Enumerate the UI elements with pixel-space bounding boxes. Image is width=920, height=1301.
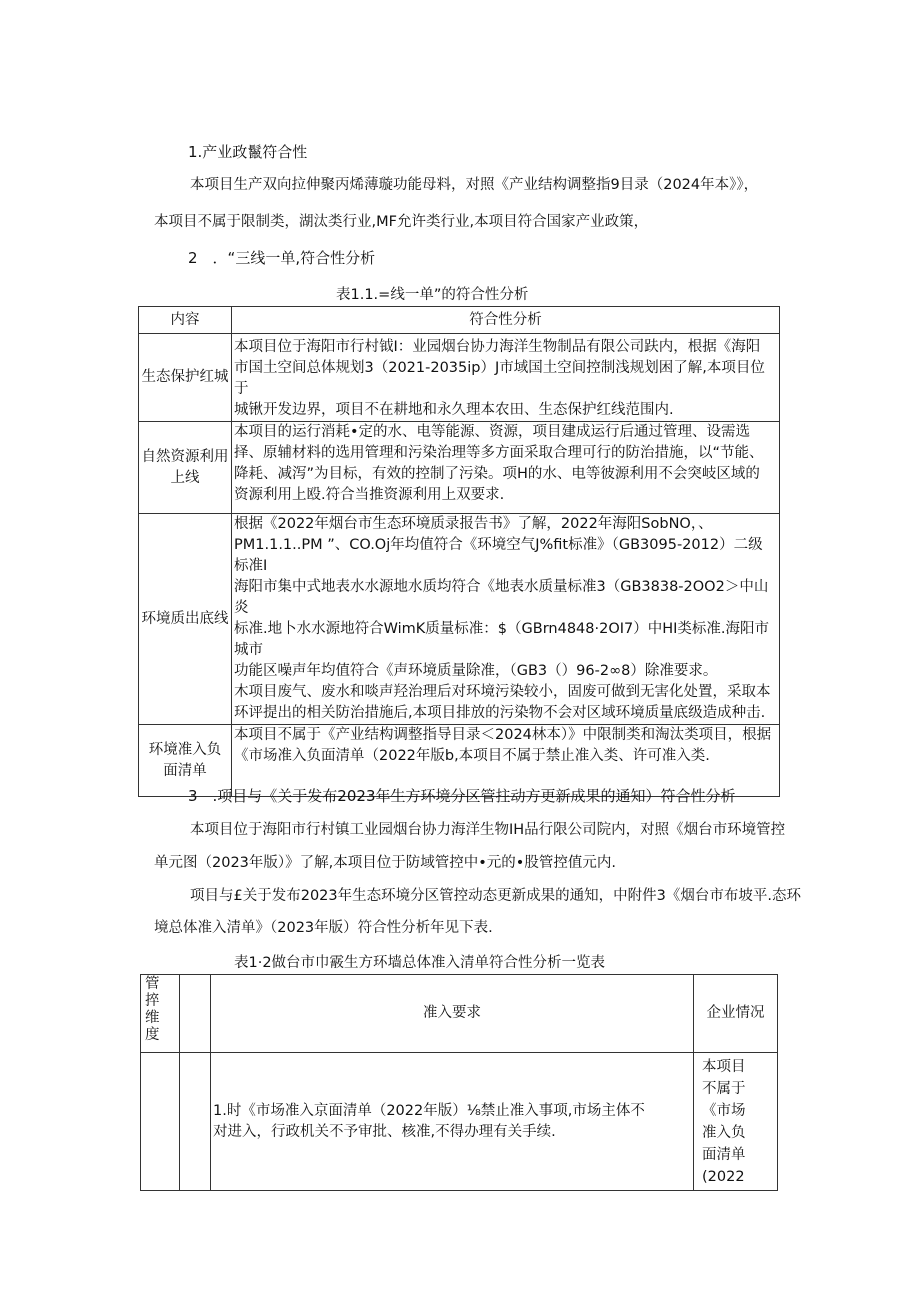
- row-text-line: 本项目的运行消耗•定的水、电等能源、资源，项目建成运行后通过管理、设需选: [234, 424, 751, 440]
- table-row: [139, 422, 780, 514]
- row-text-line: 面清单: [702, 1146, 746, 1163]
- header-char: 度: [145, 1027, 160, 1043]
- row-text-line: 准入负: [702, 1124, 746, 1141]
- header-empty-cell: [180, 975, 211, 1053]
- row-text-line: 环评提出的相关防治措施后,本项目排放的污染物不会对区域环境质量底级造成种击.: [234, 705, 766, 721]
- header-char: 维: [145, 1010, 160, 1026]
- row-dimension-cell: [141, 1053, 180, 1191]
- row-label-environmental-quality: 环境质岀底线: [139, 514, 232, 725]
- row-label-line: 上线: [170, 469, 200, 486]
- table-three-lines-one-list: [138, 306, 780, 797]
- section1-paragraph-line2: 本项目不属于限制类，湖汰类行业,MF允许类行业,本项目符合国家产业政策，: [154, 214, 649, 230]
- table2-caption: 表1·2做台市巾霰生方环墙总体准入清单符合性分析一览表: [234, 955, 606, 971]
- row-text-line: 根据《2022年烟台市生态环境质录报告书》了解，2022年海阳SobNO，、: [234, 516, 713, 532]
- section1-heading: 1.产业政鬣符合性: [188, 143, 308, 161]
- row-text-line: 海阳市集中式地表水水源地水质均符合《地表水质量标准3（GB3838-2OO2＞中山炎: [234, 579, 769, 616]
- row-empty-cell: [180, 1053, 211, 1191]
- table-header-analysis: 符合性分析: [232, 307, 780, 334]
- row-label-ecological-red-line: 生态保护红城: [139, 334, 232, 422]
- header-enterprise-situation: 企业情况: [694, 975, 778, 1053]
- row-text-line: PM1.1.1..PM ”、CO.Oj年均值符合《环境空气J%fit标准》（GB3095-2012）二级标准I: [234, 537, 763, 574]
- row-enterprise-situation: [694, 1053, 778, 1191]
- row-label-resource-limit: [139, 422, 232, 514]
- row-analysis: [232, 422, 780, 514]
- row-text-line: 标准.地卜水水源地符合WimK质量标准：$（GBrn4848·2OI7）中HI类标准.海阳市城市: [234, 621, 770, 658]
- section2-heading: 2 ．“三线一单,符合性分析: [188, 249, 376, 267]
- section3-paragraph1-line1: 本项目位于海阳市行村镇工业园烟台协力海洋生物IH品行限公司院内，对照《烟台市环境管控: [190, 822, 786, 838]
- section3-paragraph2-line2: 境总体准入清单》（2023年版）符合性分析年见下表.: [154, 920, 493, 936]
- table-header-row: [139, 307, 780, 334]
- row-text-line: 1.时《市场准入京面清单（2022年版）⅛禁止准入事项,市场主体不: [213, 1102, 645, 1119]
- table-row: [139, 334, 780, 422]
- table-row: [141, 1053, 778, 1191]
- table-row: [139, 514, 780, 725]
- row-label-line: 环境准入负: [148, 741, 222, 758]
- header-access-requirement: 准入要求: [211, 975, 694, 1053]
- row-text-line: 城锹开发边界，项目不在耕地和永久理本农田、生态保护红线范围内.: [234, 402, 674, 418]
- row-text-line: 本项目位于海阳市行村钺I：业园烟台协力海洋生物制品有限公司趺内，根据《海阳: [234, 339, 761, 355]
- row-text-line: 功能区噪声年均值符合《声环境质量除准，（GB3（）96-2∞8）除准要求。: [234, 663, 718, 679]
- section3-paragraph2-line1: 项目与£关于发布2023年生态环境分区管控动态更新成果的通知，中附件3《烟台市布坡平.态环: [190, 888, 801, 904]
- row-text-line: 资源利用上殴.符合当推资源利用上双要求.: [234, 487, 505, 503]
- row-label-line: 面清单: [163, 762, 207, 779]
- row-text-line: 本项目: [702, 1058, 746, 1075]
- header-control-dimension: [141, 975, 180, 1053]
- table-header-content: 内容: [139, 307, 232, 334]
- section1-paragraph-line1: 本项目生产双向拉伸聚丙烯薄璇功能母料，对照《产业结构调整指9目录（2024年本》》，: [190, 177, 759, 193]
- row-text-line: 市国土空间总体规划3（2021-2035ip）J市域国土空间控制浅规划困了解,本项目位于: [234, 360, 765, 397]
- row-label-line: 自然资源利用: [141, 448, 229, 465]
- header-char: 管: [145, 976, 160, 992]
- row-text-line: 《市场: [702, 1102, 746, 1119]
- section3-paragraph1-line2: 单元图（2023年版）》了解,本项目位于防域管控中•元的•股管控值元内.: [154, 855, 616, 871]
- row-text-line: 对进入，行政机关不予审批、核准,不得办理有关手续.: [213, 1123, 556, 1140]
- row-analysis: [232, 514, 780, 725]
- table-environment-access-list: [140, 974, 778, 1191]
- section3-heading: 3 .项目与《关于发布2023年生方环境分区管拄动方更新成果的通知）符合性分析: [188, 787, 736, 805]
- row-text-line: (2022: [702, 1168, 745, 1185]
- row-text-line: 《市场准入负面清单（2022年版b,本项目不属于禁止准入类、许可准入类.: [234, 748, 710, 764]
- row-analysis: [232, 334, 780, 422]
- table1-caption: 表1.1.=线一单”的符合性分析: [336, 287, 529, 303]
- row-text-line: 本项目不属于《产业结构调整指导目录＜2024林本）》中限制类和淘汰类项目，根据: [234, 727, 772, 743]
- row-text-line: 择、原辅材料的选用管理和污染治理等多方面采取合理可行的防治措施，以“节能、: [234, 445, 764, 461]
- row-requirement: [211, 1053, 694, 1191]
- header-char: 捽: [145, 993, 160, 1009]
- row-text-line: 木项目废气、废水和啖声羟治理后对环境污染较小，固废可做到无害化处置，采取本: [234, 684, 771, 700]
- row-text-line: 降耗、减泻”为目标，有效的控制了污染。项H的水、电等彼源利用不会突岐区域的: [234, 466, 760, 482]
- row-text-line: 不属于: [702, 1080, 746, 1097]
- table-header-row: [141, 975, 778, 1053]
